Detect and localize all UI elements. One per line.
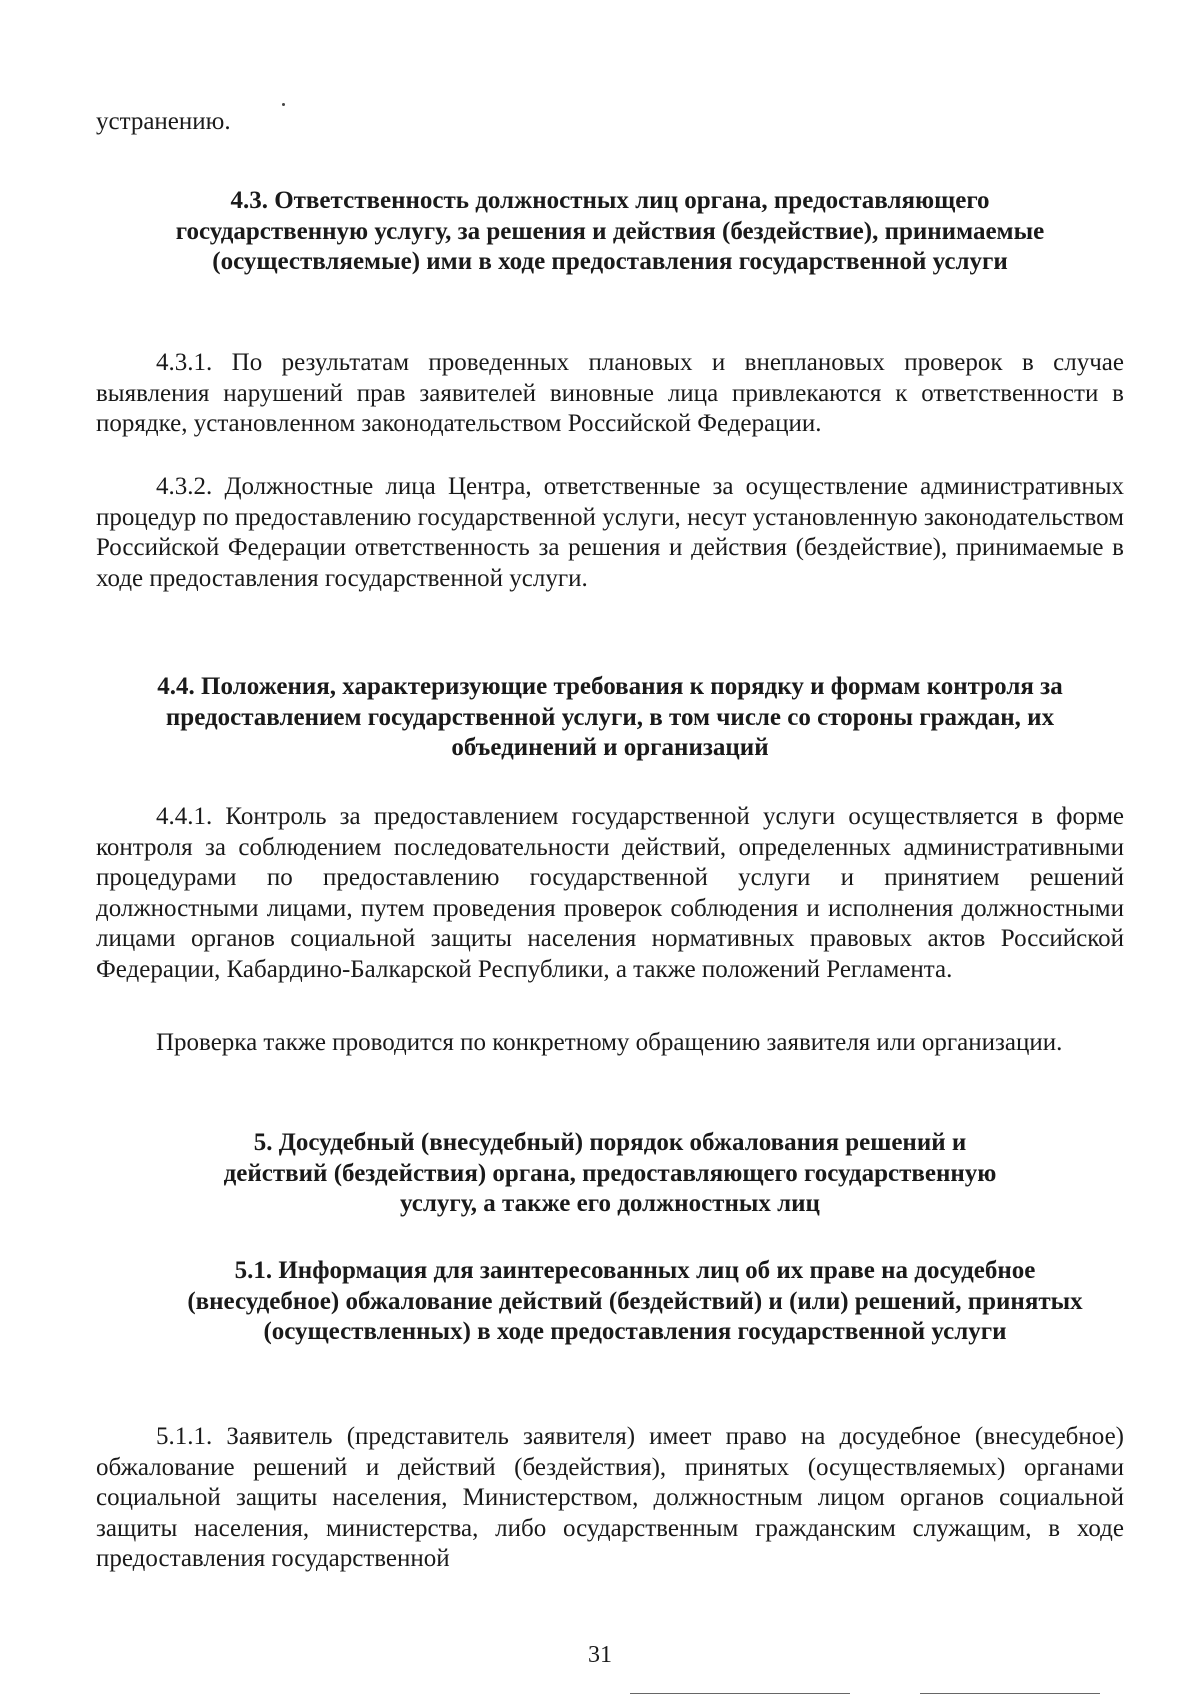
paragraph-5-1-1: 5.1.1. Заявитель (представитель заявителя) имеет право на досудебное (внесудебное) обжалование решений и действий (бездействия), принятых (осуществляемых) органами социальной защиты населения, Министерством, должностным лицом органов социальной защиты населения, министерства, либо осударственным гражданским служащим, в ходе предоставления государственной bbox=[96, 1423, 1124, 1572]
page-number: 31 bbox=[588, 1642, 612, 1668]
scan-speck bbox=[282, 103, 285, 106]
heading-5-1: 5.1. Информация для заинтересованных лиц об их праве на досудебное (внесудебное) обжалование действий (бездействий) и (или) решений, принятых (осуществленных) в ходе предоставления государственной услуги bbox=[187, 1257, 1083, 1345]
paragraph-4-3-2: 4.3.2. Должностные лица Центра, ответственные за осуществление административных процедур по предоставлению государственной услуги, несут установленную законодательством Российской Федерации ответственность за решения и действия (бездействие), принимаемые в ходе предоставления государственной услуги. bbox=[96, 473, 1124, 592]
scan-line-artifact bbox=[920, 1693, 1100, 1694]
carryover-text: устранению. bbox=[96, 108, 231, 135]
heading-5: 5. Досудебный (внесудебный) порядок обжалования решений и действий (бездействия) органа, предоставляющего государственную услугу, а также его должностных лиц bbox=[223, 1129, 997, 1217]
paragraph-4-4-1: 4.4.1. Контроль за предоставлением государственной услуги осуществляется в форме контроля за соблюдением последовательности действий, определенных административными процедурами по предоставлению государственной услуги и принятием решений должностными лицами, путем проведения проверок соблюдения и исполнения должностными лицами органов социальной защиты населения нормативных правовых актов Российской Федерации, Кабардино-Балкарской Республики, а также положений Регламента. bbox=[96, 803, 1124, 983]
heading-4-3: 4.3. Ответственность должностных лиц органа, предоставляющего государственную услугу, за решения и действия (бездействие), принимаемые (осуществляемые) ими в ходе предоставления государственной услуги bbox=[175, 187, 1045, 275]
heading-4-4: 4.4. Положения, характеризующие требования к порядку и формам контроля за предоставлением государственной услуги, в том числе со стороны граждан, их объединений и организаций bbox=[157, 673, 1063, 761]
paragraph-4-3-1: 4.3.1. По результатам проведенных плановых и внеплановых проверок в случае выявления нарушений прав заявителей виновные лица привлекаются к ответственности в порядке, установленном законодательством Российской Федерации. bbox=[96, 349, 1124, 437]
scan-line-artifact bbox=[630, 1693, 850, 1694]
paragraph-4-4-verification: Проверка также проводится по конкретному обращению заявителя или организации. bbox=[156, 1029, 1063, 1056]
